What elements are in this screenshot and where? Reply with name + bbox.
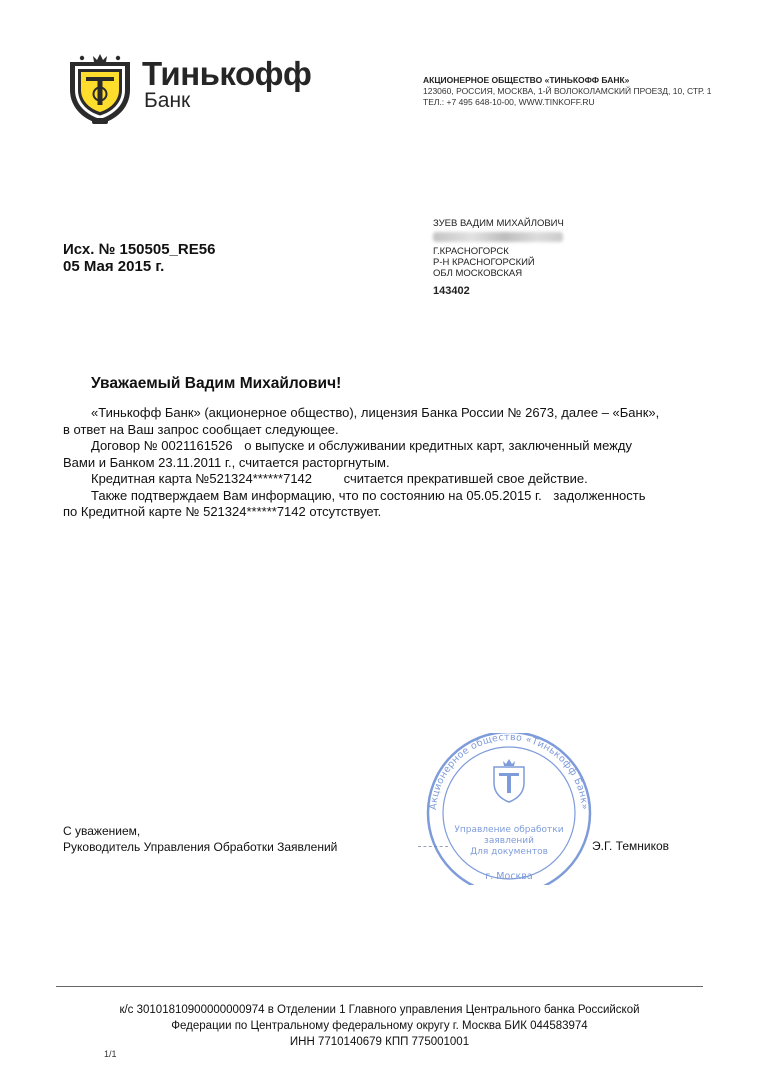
bank-legal-name: АКЦИОНЕРНОЕ ОБЩЕСТВО «ТИНЬКОФФ БАНК» bbox=[423, 75, 630, 85]
stamp-ring-text: Акционерное общество «Тинькофф Банк» bbox=[428, 733, 590, 811]
stamp-line-3: Для документов bbox=[470, 847, 548, 857]
bank-contacts: ТЕЛ.: +7 495 648-10-00, WWW.TINKOFF.RU bbox=[423, 97, 595, 107]
debt-text-2: задолженность bbox=[553, 487, 646, 503]
bank-address: 123060, РОССИЯ, МОСКВА, 1-Й ВОЛОКОЛАМСКИЙ ПРОЕЗД, 10, СТР. 1 bbox=[423, 86, 712, 96]
contract-number: 0021161526 bbox=[161, 438, 233, 453]
bank-details bbox=[423, 75, 712, 108]
contract-date: 23.11.2011 г., bbox=[158, 454, 236, 470]
card-status: считается прекратившей свое действие. bbox=[343, 471, 588, 486]
debt-status: отсутствует. bbox=[309, 504, 382, 519]
logo-subtitle: Банк bbox=[144, 89, 191, 112]
reference-date: 05 Мая 2015 г. bbox=[63, 258, 165, 275]
debt-text-1: Также подтверждаем Вам информацию, что по состоянию на bbox=[91, 487, 463, 503]
svg-text:Акционерное общество «Тинькофф bbox=[428, 733, 590, 810]
letter-body bbox=[63, 405, 723, 521]
debt-date: 05.05.2015 г. bbox=[466, 487, 542, 503]
bank-logo bbox=[64, 50, 312, 128]
debt-card-prefix: по Кредитной карте № bbox=[63, 504, 200, 519]
debt-line-2 bbox=[63, 504, 723, 521]
intro-line-1: «Тинькофф Банк» (акционерное общество), лицензия Банка России № 2673, далее – «Банк», bbox=[91, 405, 660, 420]
footer-divider bbox=[56, 986, 703, 987]
signature-block bbox=[63, 823, 337, 855]
contract-line-2 bbox=[63, 455, 723, 472]
recipient-zip: 143402 bbox=[433, 285, 470, 297]
recipient-region: ОБЛ МОСКОВСКАЯ bbox=[433, 268, 523, 279]
outgoing-reference bbox=[63, 241, 215, 275]
card-prefix: Кредитная карта № bbox=[91, 471, 210, 486]
recipient-name: ЗУЕВ ВАДИМ МИХАЙЛОВИЧ bbox=[433, 218, 564, 229]
contract-text: о выпуске и обслуживании кредитных карт, заключенный между bbox=[244, 438, 632, 453]
signer-name: Э.Г. Темников bbox=[592, 839, 670, 853]
footer-line-3: ИНН 7710140679 КПП 775001001 bbox=[289, 1036, 470, 1048]
reference-number: Исх. № 150505_RE56 bbox=[63, 241, 216, 258]
stamp-line-1: Управление обработки bbox=[454, 825, 564, 835]
stamp-city: г. Москва bbox=[485, 871, 533, 882]
logo-wordmark: Тинькофф bbox=[142, 55, 312, 92]
recipient-district: Р-Н КРАСНОГОРСКИЙ bbox=[433, 257, 535, 268]
bank-stamp bbox=[414, 733, 604, 885]
footer-line-1: к/с 30101810900000000974 в Отделении 1 Главного управления Центрального банка Российской bbox=[119, 1004, 640, 1016]
debt-line bbox=[63, 488, 723, 505]
contract-between: Вами и Банком bbox=[63, 454, 155, 470]
closing-phrase: С уважением, bbox=[63, 824, 141, 838]
stamp-line-2: заявлений bbox=[484, 836, 534, 846]
recipient-address bbox=[433, 218, 564, 297]
contract-prefix: Договор № bbox=[91, 438, 158, 453]
tinkoff-emblem-icon bbox=[64, 50, 136, 126]
redacted-street bbox=[433, 232, 563, 242]
contract-line bbox=[63, 438, 723, 455]
stamp-emblem-icon bbox=[494, 759, 524, 802]
debt-card-number: 521324******7142 bbox=[203, 504, 306, 519]
card-number: 521324******7142 bbox=[209, 471, 313, 486]
footer-line-2: Федерации по Центральному федеральному округу г. Москва БИК 044583974 bbox=[171, 1020, 588, 1032]
recipient-city: Г.КРАСНОГОРСК bbox=[433, 246, 509, 257]
intro-line-2: в ответ на Ваш запрос сообщает следующее. bbox=[63, 421, 339, 437]
letter-greeting: Уважаемый Вадим Михайлович! bbox=[91, 375, 342, 392]
signer-position: Руководитель Управления Обработки Заявлений bbox=[63, 840, 338, 854]
card-line bbox=[63, 471, 723, 488]
page-number: 1/1 bbox=[104, 1049, 117, 1059]
contract-status: считается расторгнутым. bbox=[238, 454, 390, 470]
footer-requisites bbox=[56, 1002, 703, 1050]
